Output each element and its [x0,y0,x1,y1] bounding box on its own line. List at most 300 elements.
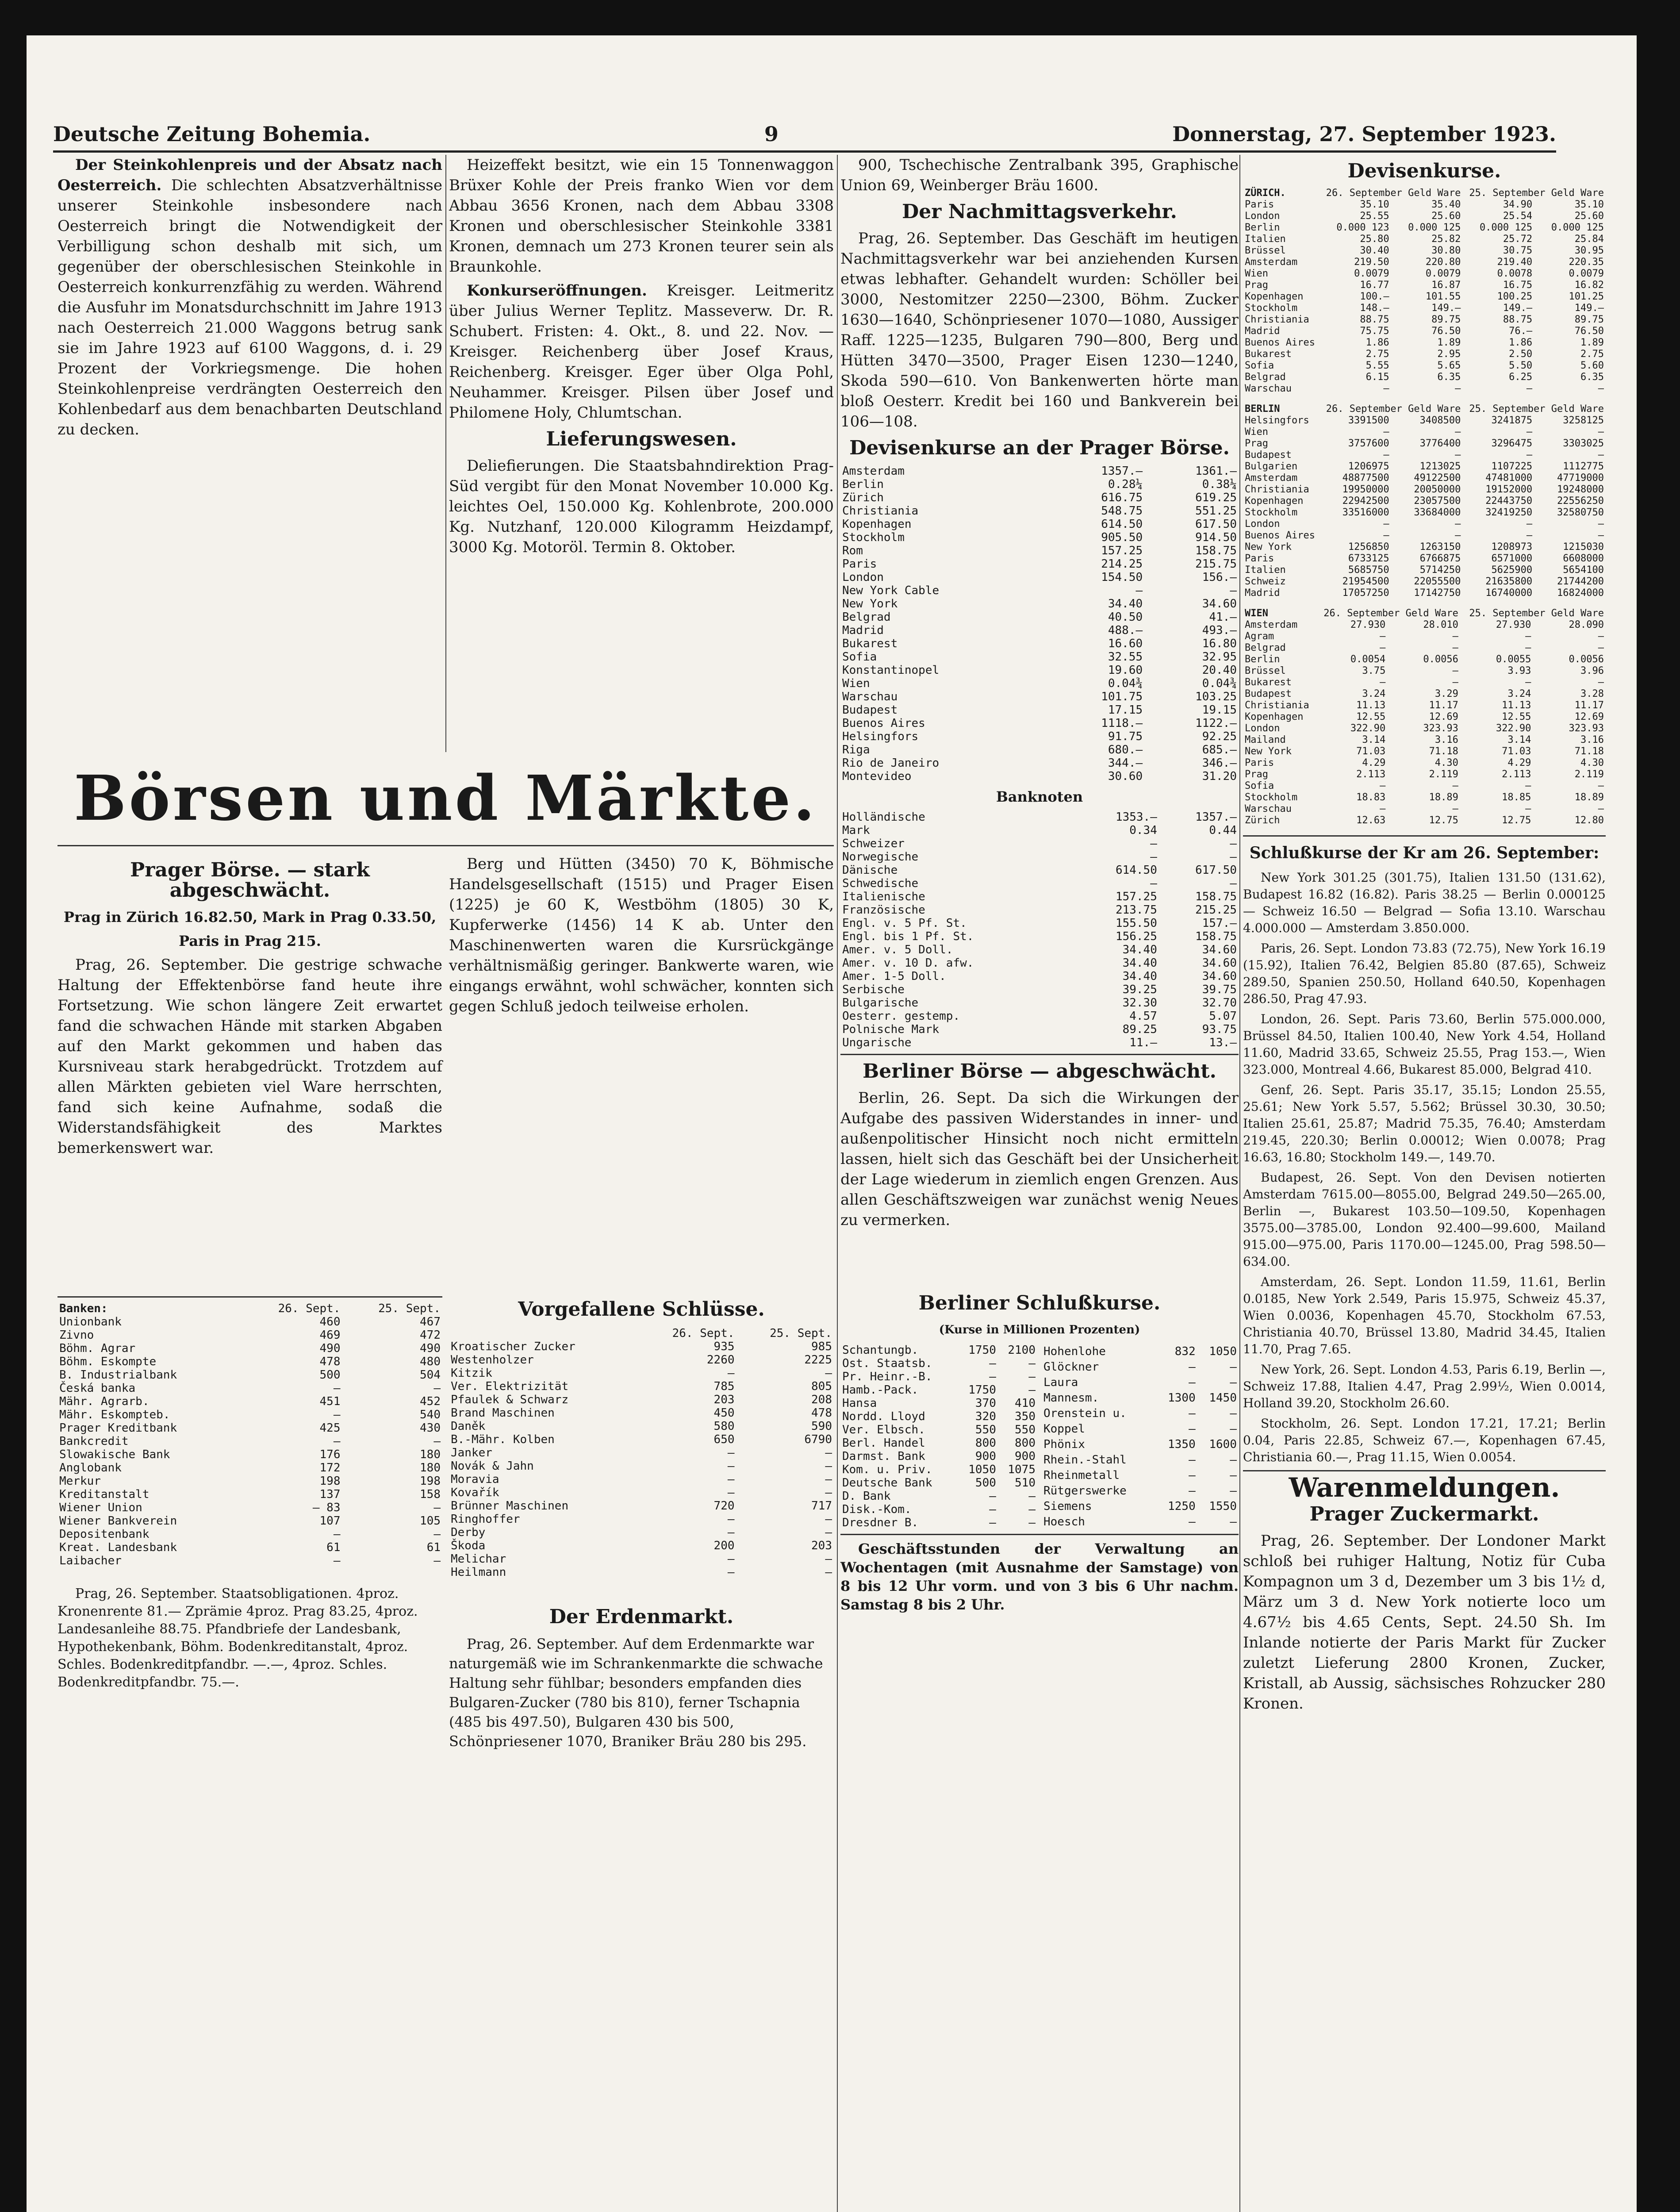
row-label: Prag [1245,280,1268,291]
row-label: Budapest [842,703,898,717]
row-value: 0.04¾ [1108,677,1143,690]
newyork-text: New York, 26. Sept. London 4.53, Paris 6.19, Berlin —, Schweiz 17.88, Italien 4.47, Prag 2.99½, Wien 0.0014, Holland 39.20, Stockholm 26.60. [1243,1362,1606,1410]
row-value: 3.75 [1362,665,1386,676]
table-row [1243,803,1606,815]
table-row [1243,495,1606,507]
row-value: 548.75 [1101,504,1143,518]
row-value: — [825,1552,832,1566]
table-row [840,810,1239,824]
table-row [58,1315,442,1329]
row-label: Kovařík [451,1486,499,1499]
row-label: Zürich [842,491,884,504]
table-row [840,903,1239,917]
row-value: — [1452,642,1458,653]
table-row [449,1499,834,1513]
row-label: Montevideo [842,770,912,783]
zucker-text: Prag, 26. September. Der Londoner Markt schloß bei ruhiger Haltung, Notiz für Cuba Kompagnon um 3 d, Dezember um 3 bis 1½ d, März um 3 d. New York notierte loco um 4.67½ bis 4.65 Cents, Sept. 24.50 Sh. Im Inlande notierte der Paris Markt für Zucker zuletzt Lieferung 2800 Kronen, Zucker, Kristall, ab Aussig, sächsisches Rohzucker 280 Kronen. [1243,1532,1606,1713]
table-row [449,1459,834,1473]
row-value: 18.83 [1356,792,1386,803]
table-row [840,1383,1037,1397]
table-row [840,1357,1037,1370]
article-continuation [58,443,442,718]
row-value: 619.25 [1195,491,1237,504]
row-value: 616.75 [1101,491,1143,504]
row-value: 3.14 [1507,734,1531,745]
row-value: — [1383,383,1389,394]
devisen-block [1243,188,1606,395]
table-row [840,637,1239,650]
row-value: — [727,1513,735,1526]
row-label: London [1245,518,1280,530]
table-row [1042,1375,1239,1390]
article-text: Die schlechten Absatzverhältnisse unserer Steinkohle insbesondere nach Oesterreich bringt die Notwendigkeit der Verbilligung schon deshalb mit sich, um gegenüber der oberschlesischen Steinkohle in Oesterreich konkurrenzfähig zu werden. Während die Ausfuhr im Monatsdurchschnitt im Jahre 1913 nach Oesterreich 21.000 Waggons betrug sank sie im Jahre 1923 auf 6100 Waggons, d. i. 29 Prozent der Vorkriegsmenge. Die hohen Steinkohlenpreise verdrängten Oesterreich den Kohlenbedarf aus dem benachbarten Deutschland zu decken. [58,177,442,438]
row-value: 12.75 [1502,815,1531,826]
section-title: Börsen und Märkte. [73,762,818,835]
table-row [1243,291,1606,303]
column-2-lower [449,854,834,1339]
row-value: 2.75 [1365,349,1389,360]
row-label: Schwedische [842,877,919,890]
row-value: — [1150,837,1157,850]
row-value: 16.77 [1360,280,1389,291]
row-value: 20050000 [1414,484,1461,495]
row-value: — [1230,1468,1237,1482]
row-value: 2.50 [1509,349,1533,360]
row-value: — [1598,530,1604,541]
table-row [1243,314,1606,326]
table-row [58,1395,442,1408]
table-row [58,1514,442,1528]
row-value: 1050 [968,1463,996,1476]
row-value: 6733125 [1348,553,1389,564]
table-row [1243,553,1606,565]
row-value: — [989,1516,996,1529]
schluss-table-block [449,1292,834,1755]
table-row [449,1486,834,1499]
row-label: Sofia [842,650,877,664]
row-label: Darmst. Bank [842,1450,925,1463]
date-head: 25. September Geld Ware [1469,403,1604,415]
row-label: Mark [842,824,870,837]
row-value: 0.0056 [1569,654,1604,665]
row-label: Škoda [451,1539,486,1552]
row-value: 89.25 [1122,1023,1157,1036]
row-label: Bulgarische [842,996,919,1010]
table-row [840,690,1239,703]
row-value: 4.29 [1362,757,1386,768]
table-row [449,1446,834,1459]
row-value: 158 [420,1488,441,1501]
table-row [840,956,1239,970]
konkurs-title: Konkurseröffnungen. [467,282,647,300]
row-value: 617.50 [1195,864,1237,877]
erde-title: Der Erdenmarkt. [549,1605,734,1628]
row-value: — [1380,803,1386,814]
row-value: 3776400 [1419,438,1461,449]
row-value: 3.16 [1435,734,1458,745]
page-header [53,119,1556,153]
row-value: 0.34 [1129,824,1157,837]
row-value: 3.24 [1362,688,1386,699]
row-value: — [1455,518,1461,530]
row-label: Schweizer [842,837,905,850]
row-value: 32580750 [1557,507,1604,518]
table-row [1243,688,1606,700]
row-value: 2.113 [1356,769,1386,780]
row-value: 25.55 [1360,211,1389,222]
row-value: 3391500 [1348,415,1389,426]
row-value: — [1598,518,1604,530]
row-value: 5685750 [1348,565,1389,576]
table-row [1243,280,1606,291]
row-label: Rheinmetall [1043,1468,1120,1482]
row-value: 1750 [968,1383,996,1397]
paris-text: Paris, 26. Sept. London 73.83 (72.75), New York 16.19 (15.92), Italien 76.42, Belgien 85.80 (87.65), Schweiz 289.50, Spanien 250.50, Holland 640.50, Kopenhagen 286.50, Prag 47.93. [1243,941,1606,1006]
row-label: Belgrad [1245,642,1286,653]
row-value: 6790 [804,1433,832,1446]
table-row [1243,360,1606,372]
table-row [449,1406,834,1420]
table-row [1243,700,1606,711]
row-value: 30.95 [1574,245,1604,256]
row-value: 1450 [1209,1391,1237,1405]
row-value: — [825,1513,832,1526]
row-value: — [1383,518,1389,530]
row-value: 16.82 [1574,280,1604,291]
row-value: 19.15 [1202,703,1237,717]
row-label: Depositenbank [59,1528,150,1541]
row-value: — [1380,677,1386,688]
stockholm-text: Stockholm, 26. Sept. London 17.21, 17.21; Berlin 0.04, Paris 22.85, Schweiz 67.—, Kopenhagen 67.45, Christiania 60.—, Prag 11.15, Wien 0.0054. [1243,1416,1606,1464]
row-value: 61 [426,1541,441,1554]
devisenkurse-title: Devisenkurse. [1347,160,1501,182]
row-value: 17142750 [1414,588,1461,599]
table-row [1243,723,1606,734]
date-head: 25. September Geld Ware [1469,608,1604,619]
row-value: 1.89 [1437,337,1461,348]
row-label: Budapest [1245,449,1292,461]
table-row [840,743,1239,757]
table-row [1042,1390,1239,1406]
table-row [840,531,1239,544]
row-value: 6.25 [1509,372,1533,383]
table-row [58,1435,442,1448]
row-value: 1215030 [1563,541,1604,553]
row-value: 0.0079 [1354,268,1389,279]
row-label: Rio de Janeiro [842,757,940,770]
city-name: ZÜRICH. [1245,188,1286,199]
row-label: D. Bank [842,1490,891,1503]
row-label: London [1245,723,1280,734]
row-value: — [1598,803,1604,814]
row-value: 21954500 [1342,576,1389,587]
row-value: 0.0056 [1423,654,1458,665]
row-value: 25.54 [1503,211,1533,222]
row-value: 25.84 [1574,234,1604,245]
row-label: Merkur [59,1475,101,1488]
row-value: — [1380,642,1386,653]
row-value: 0.0055 [1496,654,1531,665]
row-value: 149.— [1431,303,1461,314]
banknoten-table [840,810,1239,1049]
section-rule [58,845,834,846]
row-label: New York Cable [842,584,940,597]
row-label: Berlin [842,478,884,491]
row-label: Norwegische [842,850,919,864]
table-row [449,1513,834,1526]
article-text: 900, Tschechische Zentralbank 395, Graphische Union 69, Weinberger Bräu 1600. [840,156,1239,194]
row-label: Ringhoffer [451,1513,520,1526]
row-label: Brüssel [1245,245,1286,256]
row-value: 155.50 [1115,917,1157,930]
row-value: 25.80 [1360,234,1389,245]
row-label: Moravia [451,1473,499,1486]
row-value: 30.80 [1431,245,1461,256]
row-label: Oesterr. gestemp. [842,1010,960,1023]
row-label: Mannesm. [1043,1391,1099,1405]
row-label: Amer. v. 5 Doll. [842,943,953,956]
row-value: — [1525,631,1531,642]
table-row [1243,415,1606,426]
row-value: 71.03 [1502,746,1531,757]
row-label: Paris [842,557,877,571]
row-value: 25.82 [1431,234,1461,245]
row-value: 21744200 [1557,576,1604,587]
row-value: — [1598,780,1604,791]
banks-table-block [58,1292,442,1695]
row-value: — [1230,1422,1237,1436]
row-value: 34.60 [1202,597,1237,611]
row-value: — [825,1446,832,1459]
row-value: 504 [420,1368,441,1382]
table-row [1243,576,1606,588]
row-value: — [727,1552,735,1566]
row-value: 105 [420,1514,441,1528]
row-value: 19.60 [1108,664,1143,677]
row-value: 71.18 [1429,746,1458,757]
row-label: Buenos Aires [842,717,925,730]
row-value: 32.30 [1122,996,1157,1010]
table-row [840,624,1239,637]
row-value: 22942500 [1342,495,1389,507]
row-value: 33516000 [1342,507,1389,518]
row-value: — [727,1473,735,1486]
row-value: — [989,1370,996,1383]
table-row [1243,484,1606,495]
table-row [840,518,1239,531]
table-row [840,504,1239,518]
row-label: Janker [451,1446,492,1459]
schluss-left-table [840,1344,1037,1529]
row-value: 2260 [706,1353,735,1367]
row-label: Sofia [1245,780,1274,791]
table-row [840,1023,1239,1036]
table-row [1042,1406,1239,1421]
row-value: 215.75 [1195,557,1237,571]
row-value: 22443750 [1485,495,1533,507]
city-name: BERLIN [1245,403,1280,415]
row-label: New York [1245,541,1292,553]
row-value: — [989,1357,996,1370]
row-value: — 83 [312,1501,341,1514]
row-value: 176 [319,1448,341,1461]
row-value: 18.89 [1429,792,1458,803]
row-value: 914.50 [1195,531,1237,544]
header-left: Deutsche Zeitung Bohemia. [53,122,371,146]
row-value: 478 [811,1406,832,1420]
row-value: 12.80 [1574,815,1604,826]
table-row [1042,1359,1239,1375]
row-value: 3241875 [1491,415,1533,426]
row-value: 91.75 [1108,730,1143,743]
row-label: Konstantinopel [842,664,940,677]
row-value: 17057250 [1342,588,1389,599]
row-value: — [727,1446,735,1459]
row-value: 1256850 [1348,541,1389,553]
article-title: Der Steinkohlenpreis und der Absatz nach Oesterreich. [58,156,442,194]
row-label: Engl. bis 1 Pf. St. [842,930,974,943]
row-value: 1.86 [1509,337,1533,348]
row-value: 1075 [1008,1463,1036,1476]
row-value: 451 [319,1395,341,1408]
table-row [840,1516,1037,1529]
row-value: 323.93 [1423,723,1458,734]
konkurs-text: Kreisger. Leitmeritz über Julius Werner Teplitz. Masseverw. Dr. R. Schubert. Fristen: 4. Okt., 8. und 22. Nov. — Kreisger. Reichenberg über Josef Kraus, Reichenberg. Kreisger. Eger über Olga Pohl, Neuhammer. Kreisger. Pilsen über Josef und Philomene Holy, Chlumtschan. [449,282,834,422]
devisen-title: Devisenkurse an der Prager Börse. [849,437,1230,459]
row-value: 0.0054 [1350,654,1386,665]
row-value: 0.0079 [1569,268,1604,279]
row-value: — [333,1435,341,1448]
row-value: 203 [713,1393,735,1406]
table-row [449,1539,834,1552]
table-row [840,1397,1037,1410]
row-value: — [1455,426,1461,438]
row-label: London [842,571,884,584]
row-value: 3.96 [1580,665,1604,676]
table-row [1042,1436,1239,1452]
row-value: 1750 [968,1344,996,1357]
row-value: 215.25 [1195,903,1237,917]
bonds-text: Prag, 26. September. Staatsobligationen. 4proz. Kronenrente 81.— Zprämie 4proz. Prag 83.25, 4proz. Landesanleihe 88.75. Pfandbriefe der Landesbank, Hypothekenbank, Böhm. Bodenkreditanstalt, 4proz. Schles. Bodenkreditpfandbr. —.—, 4proz. Schles. Bodenkreditpfandbr. 75.—. [58,1586,418,1690]
row-value: 1353.— [1115,810,1157,824]
row-value: 47719000 [1557,472,1604,484]
row-value: 71.03 [1356,746,1386,757]
row-value: — [1230,1406,1237,1420]
row-value: 1350 [1168,1437,1196,1451]
row-value: — [1028,1357,1036,1370]
row-value: — [1028,1370,1036,1383]
row-value: 33684000 [1414,507,1461,518]
devisen-table [1243,608,1606,826]
row-value: 900 [975,1450,996,1463]
row-label: Pr. Heinr.-B. [842,1370,932,1383]
row-value: 49122500 [1414,472,1461,484]
table-row [840,1370,1037,1383]
row-value: 180 [420,1448,441,1461]
row-value: 71.18 [1574,746,1604,757]
row-value: 39.75 [1202,983,1237,996]
row-value: 478 [319,1355,341,1368]
row-label: Amsterdam [1245,257,1298,268]
row-value: 5654100 [1563,565,1604,576]
row-value: 540 [420,1408,441,1421]
row-label: Siemens [1043,1499,1092,1513]
row-label: Brünner Maschinen [451,1499,569,1513]
liefer-text: Deliefierungen. Die Staatsbahndirektion Prag-Süd vergibt für den Monat November 10.000 Kg. leichtes Oel, 150.000 Kg. Kohlenbrote, 200.000 Kg. Nutzhanf, 120.000 Kilogramm Heizdampf, 3000 Kg. Motoröl. Termin 8. Oktober. [449,457,834,556]
row-value: — [433,1435,441,1448]
row-value: — [333,1528,341,1541]
table-row [1243,734,1606,746]
column-3 [840,155,1239,1617]
row-label: Heilmann [451,1566,506,1579]
row-label: Hansa [842,1397,877,1410]
row-value: 0.44 [1209,824,1237,837]
row-label: Amsterdam [1245,619,1298,630]
row-label: Paris [1245,199,1274,210]
schluss-kr-text: New York 301.25 (301.75), Italien 131.50 (131.62), Budapest 16.82 (16.82). Paris 38.25 — Berlin 0.000125 — Schweiz 16.50 — Belgrad — Sofia 13.10. Warschau 4.000.000 — Amsterdam 3.850.000. [1243,870,1606,935]
row-label: Kopenhagen [1245,291,1304,302]
market-report: Prag, 26. September. Die gestrige schwache Haltung der Effektenbörse fand heute ihre Fortsetzung. Wie schon längere Zeit erwartet fand die schwachen Hände mit starken Abgaben auf den Markt gekommen und haben das Kursniveau stark herabgedrückt. Trotzdem auf allen Märkten gebieten viel Ware herrschten, fand sich keine Aufnahme, sodaß die Widerstandsfähigkeit des Marktes bemerkenswert war. [58,956,442,1157]
row-value: 1300 [1168,1391,1196,1405]
row-value: — [1455,383,1461,394]
row-value: 832 [1174,1344,1196,1358]
row-value: 580 [713,1420,735,1433]
row-label: Italienische [842,890,925,903]
banks-title: Banken: [59,1302,108,1315]
row-label: Kitzik [451,1367,492,1380]
table-row [840,1436,1037,1450]
row-label: Amsterdam [1245,472,1298,484]
row-value: — [1526,518,1533,530]
row-label: Westenholzer [451,1353,534,1367]
table-row [58,1554,442,1567]
row-value: 500 [975,1476,996,1490]
row-label: Kroatischer Zucker [451,1340,575,1353]
row-label: B. Industrialbank [59,1368,177,1382]
row-value: 680.— [1108,743,1143,757]
row-label: Kreditanstalt [59,1488,150,1501]
row-value: 2225 [804,1353,832,1367]
table-row [1243,530,1606,541]
row-value: 220.35 [1569,257,1604,268]
row-value: 12.69 [1429,711,1458,722]
row-value: — [1526,383,1533,394]
market-report-cont: Berg und Hütten (3450) 70 K, Böhmische Handelsgesellschaft (1515) und Prager Eisen (1225) je 60 K, Westböhm (1805) 30 K, Kupferwerke (1456) 14 K ab. Unter den Maschinenwerten waren die Kursrückgänge verhältnismäßig geringer. Bankwerte waren, wie eingangs erwähnt, wohl schwächer, konnten sich gegen Schluß jedoch teilweise erholen. [449,855,834,1015]
row-value: — [1028,1503,1036,1516]
row-label: Anglobank [59,1461,122,1475]
table-row [58,1501,442,1514]
row-value: — [1452,803,1458,814]
row-value: 32419250 [1485,507,1533,518]
row-value: 12.75 [1429,815,1458,826]
row-value: 22055500 [1414,576,1461,587]
row-value: 32.70 [1202,996,1237,1010]
row-label: B.-Mähr. Kolben [451,1433,555,1446]
row-value: 101.25 [1569,291,1604,302]
row-value: — [1028,1383,1036,1397]
row-value: 92.25 [1202,730,1237,743]
table-row [1243,211,1606,222]
row-value: 21635800 [1485,576,1533,587]
row-label: Daněk [451,1420,486,1433]
row-value: 1357.— [1195,810,1237,824]
row-value: 488.— [1108,624,1143,637]
row-value: 180 [420,1461,441,1475]
row-value: — [825,1367,832,1380]
row-label: Bukarest [842,637,898,650]
row-value: 48877500 [1342,472,1389,484]
row-label: Zivno [59,1329,94,1342]
